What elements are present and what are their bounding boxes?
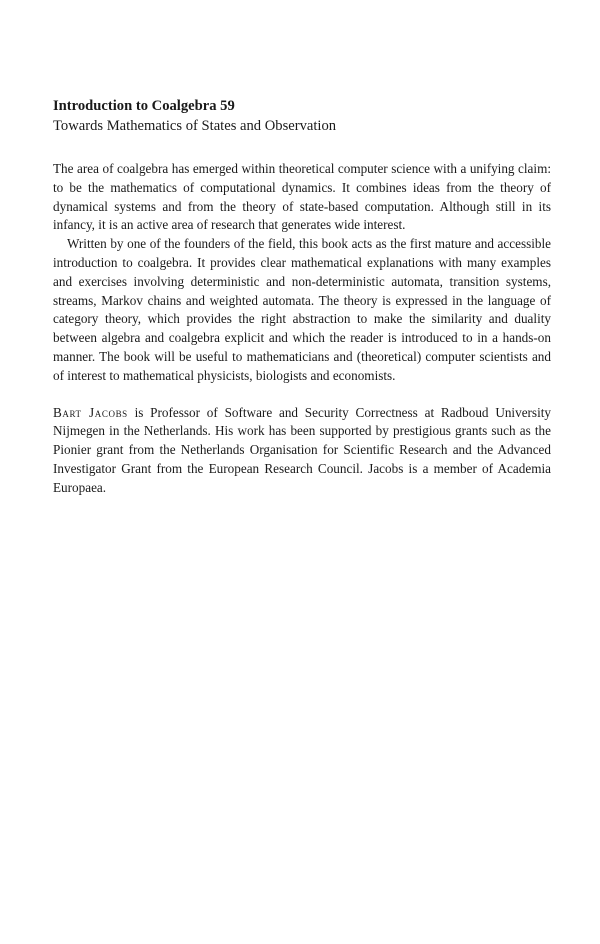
description-paragraph-2: Written by one of the founders of the field, this book acts as the first mature and accessible introduction to coalgebra. It provides clear mathematical explanations with many examples and exercises involving deterministic and non-deterministic automata, transition systems, streams, Markov chains and weighted automata. The theory is expressed in the language of category theory, which provides the right abstraction to make the similarity and duality between algebra and coalgebra explicit and which the reader is introduced to in a hands-on manner. The book will be useful to mathematicians and (theoretical) computer scientists and of interest to mathematical physicists, biologists and economists.	[53, 236, 551, 383]
description-paragraph-1: The area of coalgebra has emerged within theoretical computer science with a unifying claim: to be the mathematics of computational dynamics. It combines ideas from the theory of dynamical systems and from the theory of state-based computation. Although still in its infancy, it is an active area of research that generates wide interest.	[53, 161, 551, 233]
book-subtitle: Towards Mathematics of States and Observation	[53, 118, 337, 134]
author-bio	[53, 404, 551, 498]
book-title: Introduction to Coalgebra 59	[53, 98, 235, 114]
author-bio-text: is Professor of Software and Security Correctness at Radboud University Nijmegen in the Netherlands. His work has been supported by prestigious grants such as the Pionier grant from the Netherlands Organisation for Scientific Research and the Advanced Investigator Grant from the European Research Council. Jacobs is a member of Academia Europaea.	[53, 404, 551, 495]
book-description	[53, 160, 551, 386]
author-name: Bart Jacobs	[53, 404, 128, 420]
book-front-matter	[53, 96, 551, 498]
